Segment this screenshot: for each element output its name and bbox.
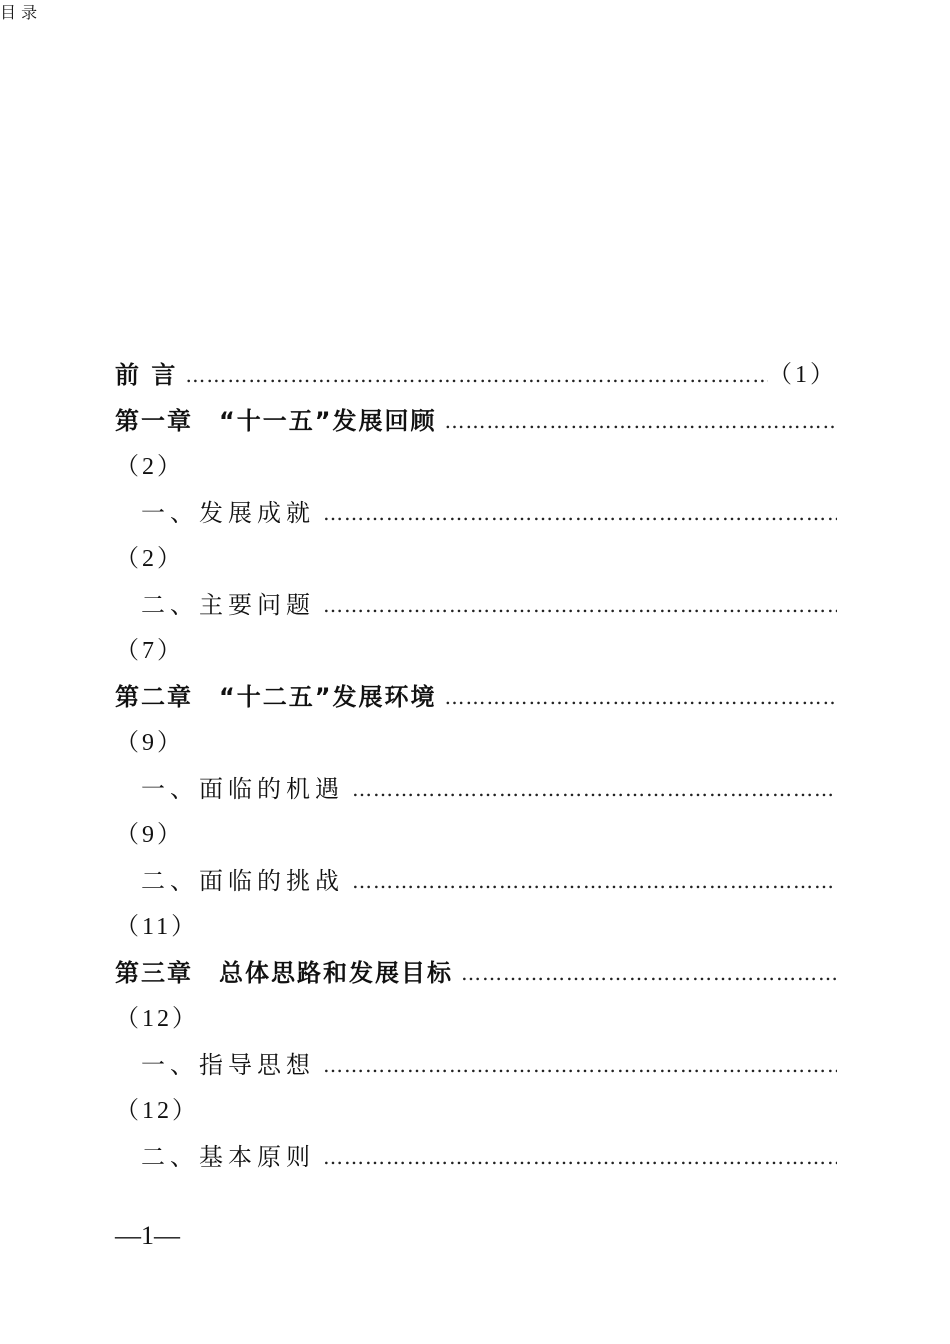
dot-leader [323, 582, 837, 628]
dot-leader [445, 674, 837, 720]
toc-entry-section-2-1[interactable] [115, 766, 837, 812]
toc-entry-page: （11） [115, 914, 199, 940]
toc-entry-chapter-2[interactable] [115, 674, 837, 720]
page-title: 目 录 [0, 3, 38, 22]
toc-entry-page: （2） [115, 546, 184, 572]
toc-entry-section-1-1[interactable] [115, 490, 837, 536]
dot-leader [461, 950, 837, 996]
toc-entry-chapter-3[interactable] [115, 950, 837, 996]
toc-entry-label: 二、主要问题 [141, 591, 315, 619]
toc-entry-page: （12） [115, 1006, 199, 1032]
toc-entry-section-2-2[interactable] [115, 858, 837, 904]
toc-entry-label: 二、面临的挑战 [141, 867, 344, 895]
toc-entry-label: 二、基本原则 [141, 1143, 315, 1171]
toc-entry-label: 一、指导思想 [141, 1051, 315, 1079]
toc-entry-chapter-1[interactable] [115, 398, 837, 444]
dot-leader [445, 398, 837, 444]
toc-entry-page: （7） [115, 638, 184, 664]
toc-entry-label: 前 言 [115, 361, 178, 389]
toc-entry-label: 一、面临的机遇 [141, 775, 344, 803]
toc-entry-preface[interactable] [115, 352, 837, 398]
toc-entry-page: （9） [115, 730, 184, 756]
toc-entry-page: （2） [115, 454, 184, 480]
dot-leader [352, 766, 837, 812]
toc-entry-page: （12） [115, 1098, 199, 1124]
dot-leader [323, 1134, 837, 1180]
page-number: —1— [115, 1221, 180, 1250]
toc-entry-section-3-1[interactable] [115, 1042, 837, 1088]
toc-entry-page: （1） [768, 362, 837, 388]
dot-leader [323, 490, 837, 536]
toc-entry-section-3-2[interactable] [115, 1134, 837, 1180]
dot-leader [323, 1042, 837, 1088]
toc-entry-label: 第三章 总体思路和发展目标 [115, 959, 453, 987]
toc-entry-label: 第一章 “十一五”发展回顾 [115, 407, 437, 435]
toc-entry-label: 一、发展成就 [141, 499, 315, 527]
dot-leader [352, 858, 837, 904]
toc-entry-section-1-2[interactable] [115, 582, 837, 628]
toc-entry-page: （9） [115, 822, 184, 848]
toc-entry-label: 第二章 “十二五”发展环境 [115, 683, 437, 711]
dot-leader [185, 352, 768, 398]
table-of-contents [115, 352, 837, 1180]
